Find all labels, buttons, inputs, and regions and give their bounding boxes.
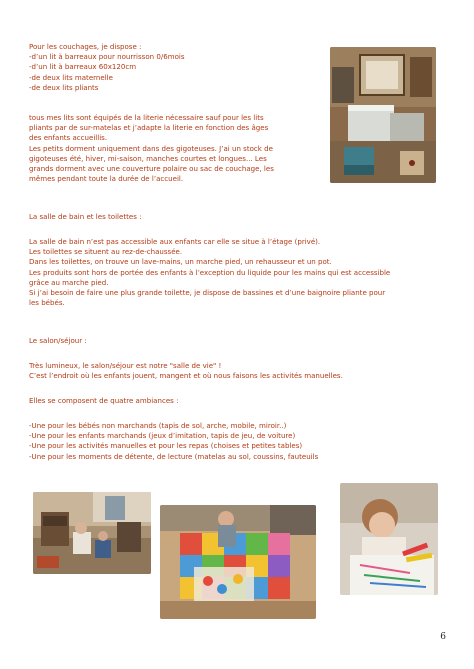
ambiances-list [29, 421, 449, 462]
bedding-paragraph [29, 113, 329, 184]
text-line: Les produits sont hors de portée des enfants à l’exception du liquide pour les mains qui est accessible [29, 267, 391, 277]
living-room-photo [33, 492, 151, 574]
text-line: des enfants accueillis. [29, 133, 108, 143]
text-line: mêmes pendant toute la durée de l’accueil. [29, 174, 184, 184]
section-heading: La salle de bain et les toilettes : [29, 212, 142, 221]
text-line: Si j’ai besoin de faire une plus grande toilette, je dispose de bassines et d’une baignoire pliante pour [29, 287, 386, 297]
text-line: grâce au marche pied. [29, 277, 109, 287]
text-line: Dans les toilettes, on trouve un lave-mains, un marche pied, un rehausseur et un pot. [29, 257, 332, 267]
page-number: 6 [440, 632, 446, 642]
bathroom-heading [29, 212, 329, 222]
bedding-list [29, 42, 329, 93]
text-line: pliants par de sur-matelas et j’adapte la literie en fonction des âges [29, 123, 269, 133]
text-line: -Une pour les activités manuelles et pour les repas (choises et petites tables) [29, 441, 303, 451]
text-line: Les toilettes se situent au rez-de-chaussée. [29, 247, 183, 257]
bathroom-paragraph [29, 237, 449, 308]
living-room-heading [29, 336, 329, 346]
text-line: les bébés. [29, 298, 65, 308]
text-line: -Une pour les enfants marchands (jeux d’imitation, tapis de jeu, de voiture) [29, 431, 296, 441]
text-line: -d’un lit à barreaux pour nourrisson 0/6mois [29, 52, 185, 62]
text-line: -Une pour les moments de détente, de lecture (matelas au sol, coussins, fauteuils [29, 451, 319, 461]
text-line: Elles se composent de quatre ambiances : [29, 396, 179, 405]
text-line: tous mes lits sont équipés de la literie nécessaire sauf pour les lits [29, 113, 264, 122]
ambiances-intro [29, 396, 329, 406]
text-line: grands dorment avec une couverture polaire ou sac de couchage, les [29, 163, 274, 173]
play-mat-photo [160, 505, 316, 619]
section-heading: Le salon/séjour : [29, 336, 87, 345]
text-line: -de deux lits maternelle [29, 72, 113, 82]
text-line: Très lumineux, le salon/séjour est notre "salle de vie" ! [29, 361, 222, 370]
bathroom-photo [330, 47, 436, 183]
text-line: -Une pour les bébés non marchands (tapis de sol, arche, mobile, miroir..) [29, 421, 287, 430]
text-line: -de deux lits pliants [29, 82, 99, 92]
text-line: gigoteuses été, hiver, mi-saison, manches courtes et longues... Les [29, 153, 267, 163]
text-line: -d’un lit à barreaux 60x120cm [29, 62, 137, 72]
drawing-photo [340, 483, 438, 595]
living-room-paragraph [29, 361, 449, 381]
text-line: C’est l’endroit où les enfants jouent, mangent et où nous faisons les activités manuelles. [29, 371, 343, 381]
text-line: La salle de bain n’est pas accessible aux enfants car elle se situe à l’étage (privé). [29, 237, 321, 246]
text-line: Pour les couchages, je dispose : [29, 42, 142, 51]
text-line: Les petits dorment uniquement dans des gigoteuses. J’ai un stock de [29, 143, 273, 153]
